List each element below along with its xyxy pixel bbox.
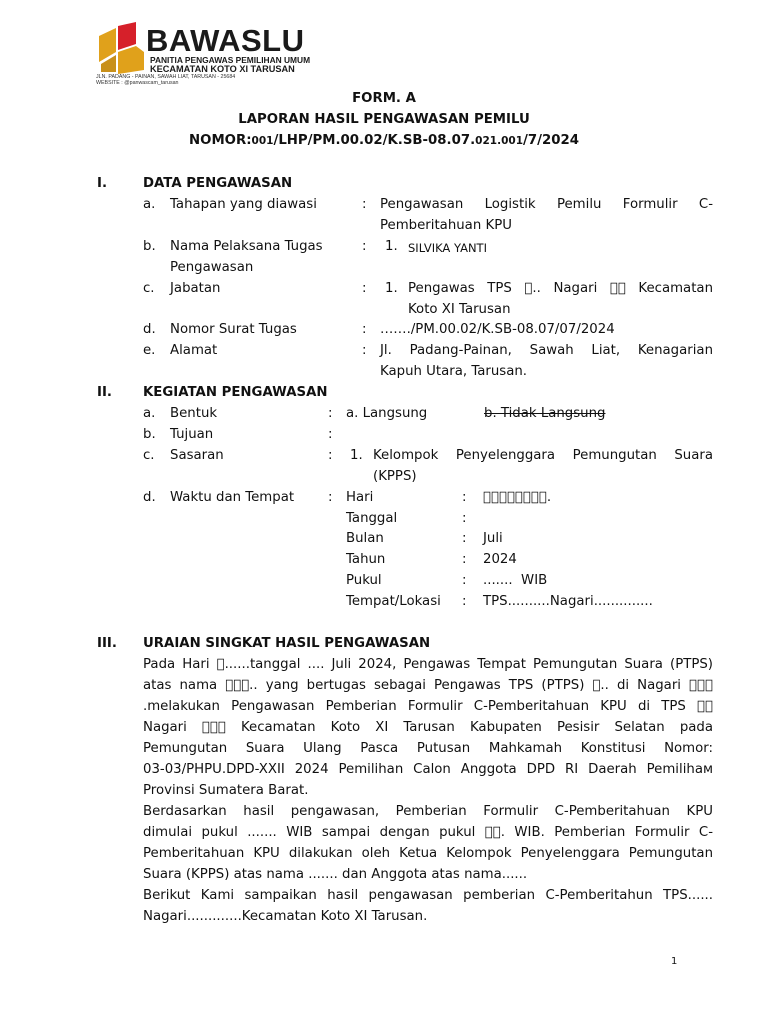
bawaslu-logo: [96, 20, 310, 88]
field-pukul-value: ....... WIB: [483, 573, 548, 588]
field-tahun-value: 2024: [483, 552, 517, 567]
nomor-prefix: NOMOR:: [189, 133, 252, 148]
row-d-label: Nomor Surat Tugas: [170, 322, 297, 337]
row-e-value-line2: Kapuh Utara, Tarusan.: [380, 364, 528, 379]
nomor-part-b: /LHP/PM.00.02/K.SB-08.07.: [273, 133, 476, 148]
para1-line1: Pada Hari  ......tanggal .... Juli 2024, Pengawas Tempat Pemungutan Suara (PTPS): [143, 657, 713, 672]
para2-line1: Berdasarkan hasil pengawasan, Pemberian Formulir C-Pemberitahuan KPU: [143, 804, 713, 819]
field-tahun-label: Tahun: [346, 552, 386, 567]
field-hari-value:         .: [483, 490, 552, 505]
section-1-title: DATA PENGAWASAN: [143, 176, 293, 191]
sasaran-value-line2: (KPPS): [373, 469, 417, 484]
row-a-value-line2: Pemberitahuan KPU: [380, 218, 512, 233]
sasaran-colon: :: [328, 448, 333, 463]
field-tahun-colon: :: [462, 552, 467, 567]
row-c-value-line1: Pengawas TPS  .. Nagari    Kecamatan: [408, 281, 713, 296]
para1-line2: atas nama    .. yang bertugas sebagai Pengawas TPS (PTPS)  .. di Nagari    : [143, 678, 713, 693]
row-a-letter: a.: [143, 197, 156, 212]
bentuk-colon: :: [328, 406, 333, 421]
report-title: LAPORAN HASIL PENGAWASAN PEMILU: [238, 112, 530, 127]
field-tanggal-colon: :: [462, 511, 467, 526]
org-line-1: PANITIA PENGAWAS PEMILIHAN UMUM: [150, 55, 311, 65]
row-a-label: Tahapan yang diawasi: [170, 197, 317, 212]
para2-line2: dimulai pukul ....... WIB sampai dengan pukul   . WIB. Pemberian Formulir C-: [143, 825, 713, 840]
row-b-label-line2: Pengawasan: [170, 260, 254, 275]
row-e-value-line1: Jl. Padang-Painan, Sawah Liat, Kenagarian: [380, 343, 713, 358]
field-bulan-label: Bulan: [346, 531, 384, 546]
row-c-colon: :: [362, 281, 367, 296]
sasaran-label: Sasaran: [170, 448, 224, 463]
bentuk-label: Bentuk: [170, 406, 218, 421]
row-d-colon: :: [362, 322, 367, 337]
row-c-item-number: 1.: [385, 281, 398, 296]
para1-line7: Provinsi Sumatera Barat.: [143, 783, 309, 798]
row-a-value-line1: Pengawasan Logistik Pemilu Formulir C-: [380, 197, 713, 212]
form-title: FORM. A: [352, 91, 416, 106]
tujuan-letter: b.: [143, 427, 156, 442]
field-lokasi-label: Tempat/Lokasi: [346, 594, 441, 609]
bawaslu-emblem-icon: [96, 22, 148, 74]
para2-line3: Pemberitahuan KPU dilakukan oleh Ketua Kelompok Penyelenggara Pemungutan: [143, 846, 713, 861]
field-lokasi-value: TPS..........Nagari..............: [483, 594, 653, 609]
row-d-value: ……./PM.00.02/K.SB-08.07/07/2024: [380, 322, 615, 337]
section-1-number: I.: [97, 176, 107, 191]
field-bulan-value: Juli: [483, 531, 503, 546]
row-b-item-number: 1.: [385, 239, 398, 254]
row-e-colon: :: [362, 343, 367, 358]
tujuan-label: Tujuan: [170, 427, 214, 442]
sasaran-value-line1: Kelompok Penyelenggara Pemungutan Suara: [373, 448, 713, 463]
org-line-2: KECAMATAN KOTO XI TARUSAN: [150, 64, 295, 74]
field-pukul-label: Pukul: [346, 573, 382, 588]
section-2-number: II.: [97, 385, 112, 400]
nomor-part-d: /7/2024: [523, 133, 579, 148]
org-website: WEBSITE : @panwascam_tarusan: [96, 80, 179, 86]
sasaran-letter: c.: [143, 448, 155, 463]
field-bulan-colon: :: [462, 531, 467, 546]
section-3-title: URAIAN SINGKAT HASIL PENGAWASAN: [143, 636, 431, 651]
sasaran-item-number: 1.: [350, 448, 363, 463]
row-a-colon: :: [362, 197, 367, 212]
tujuan-colon: :: [328, 427, 333, 442]
row-e-label: Alamat: [170, 343, 218, 358]
row-b-colon: :: [362, 239, 367, 254]
bentuk-letter: a.: [143, 406, 156, 421]
para2-line4: Suara (KPPS) atas nama ....... dan Anggota atas nama......: [143, 867, 528, 882]
waktu-label: Waktu dan Tempat: [170, 490, 295, 505]
section-2-title: KEGIATAN PENGAWASAN: [143, 385, 328, 400]
org-address: JLN. PADANG - PAINAN, SAWAH LIAT, TARUSAN - 25684: [96, 74, 236, 80]
row-b-label: Nama Pelaksana Tugas: [170, 239, 323, 254]
para1-line4: Nagari     Kecamatan Koto XI Tarusan Kabupaten Pesisir Selatan pada: [143, 720, 713, 735]
page-number: 1: [671, 956, 678, 967]
field-tanggal-label: Tanggal: [346, 511, 398, 526]
bentuk-option-langsung: a. Langsung: [346, 406, 428, 421]
waktu-letter: d.: [143, 490, 156, 505]
brand-name: BAWASLU: [146, 23, 305, 58]
row-d-letter: d.: [143, 322, 156, 337]
nomor-part-a: 001: [251, 135, 274, 147]
para3-line2: Nagari.............Kecamatan Koto XI Tarusan.: [143, 909, 428, 924]
para1-line6: 03-03/PHPU.DPD-XXII 2024 Pemilihan Calon Anggota DPD RI Daerah Pemilihaм: [143, 762, 713, 777]
para3-line1: Berikut Kami sampaikan hasil pengawasan pemberian C-Pemberitahun TPS......: [143, 888, 713, 903]
row-c-value-line2: Koto XI Tarusan: [408, 302, 511, 317]
section-3-number: III.: [97, 636, 117, 651]
nomor-part-c: 021.001: [475, 135, 523, 147]
bentuk-option-tidak-langsung: b. Tidak Langsung: [484, 406, 606, 421]
para1-line5: Pemungutan Suara Ulang Pasca Putusan Mahkamah Konstitusi Nomor:: [143, 741, 713, 756]
field-pukul-colon: :: [462, 573, 467, 588]
row-c-letter: c.: [143, 281, 155, 296]
row-e-letter: e.: [143, 343, 156, 358]
waktu-colon: :: [328, 490, 333, 505]
row-b-value: SILVIKA YANTI: [408, 241, 487, 255]
para1-line3: .melakukan Pengawasan Pemberian Formulir C-Pemberitahuan KPU di TPS   : [143, 699, 713, 714]
row-c-label: Jabatan: [170, 281, 221, 296]
field-lokasi-colon: :: [462, 594, 467, 609]
field-hari-label: Hari: [346, 490, 374, 505]
field-hari-colon: :: [462, 490, 467, 505]
report-number: [0, 133, 768, 148]
row-b-letter: b.: [143, 239, 156, 254]
